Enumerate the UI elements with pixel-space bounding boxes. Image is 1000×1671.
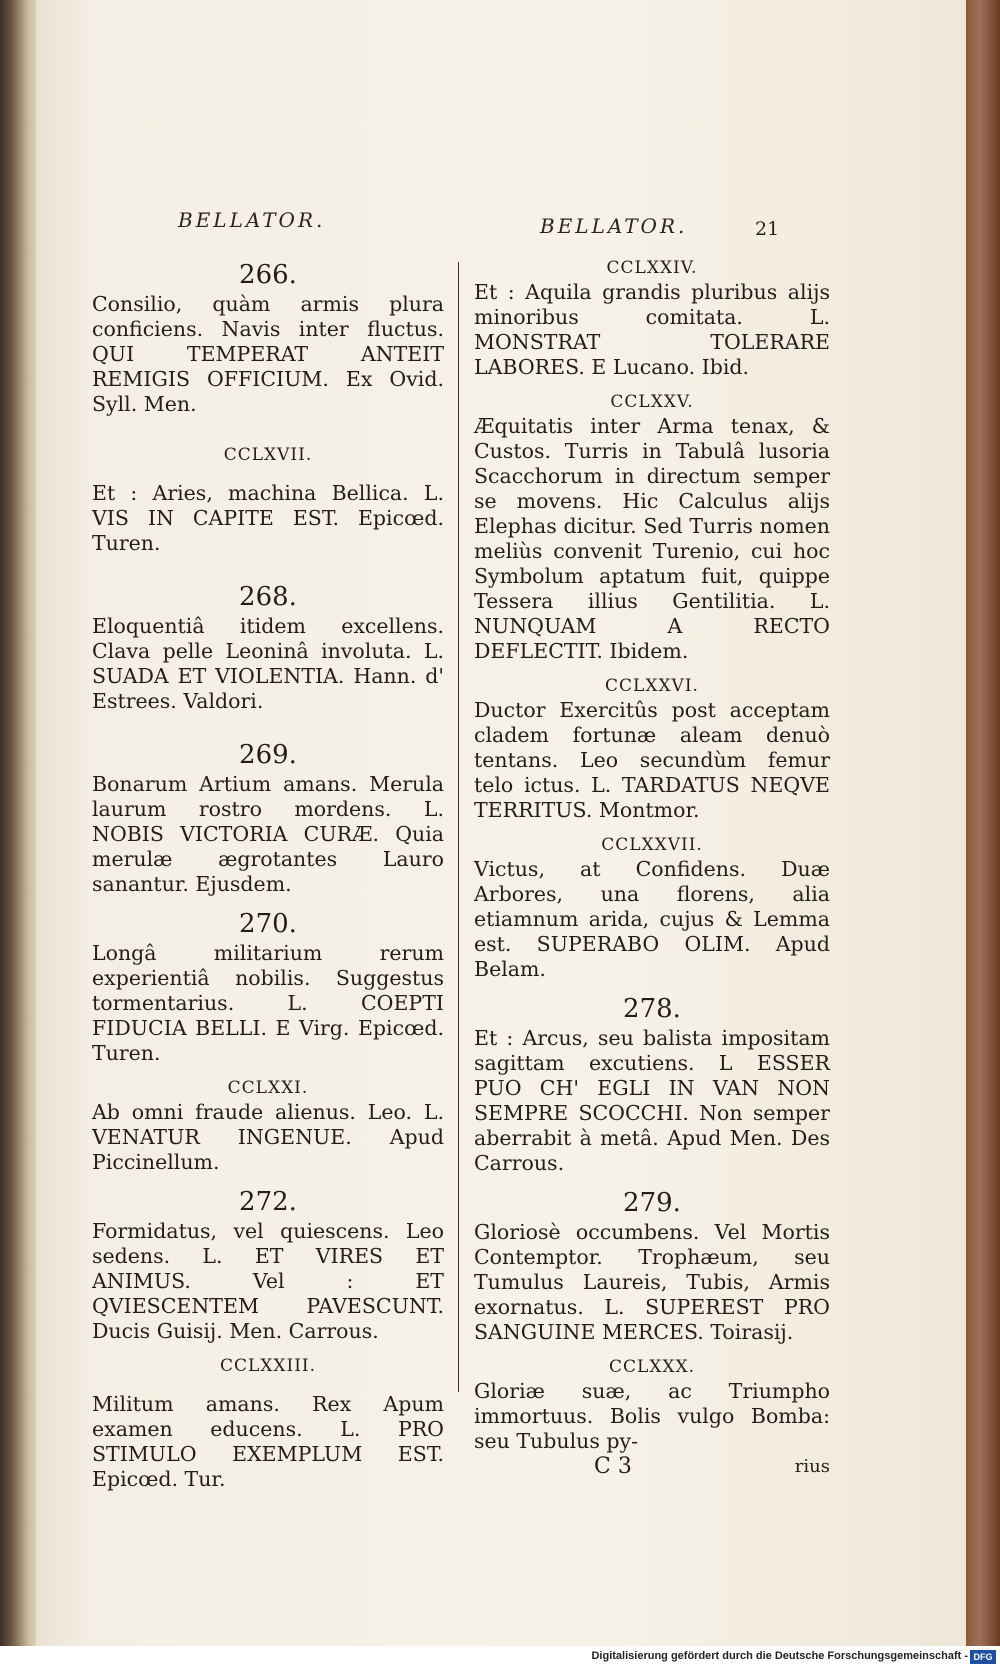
signature-mark: C 3 — [594, 1454, 632, 1479]
entry-number: 272. — [239, 1187, 297, 1217]
entry-number: CCLXXV. — [610, 392, 694, 412]
entry-text: Victus, at Confidens. Duæ Arbores, una florens, alia etiamnum arida, cujus & Lemma est. SUPERABO OLIM. Apud Belam. — [474, 857, 830, 981]
entry-text: Militum amans. Rex Apum examen educens. L. PRO STIMULO EXEMPLUM EST. Epicœd. Tur. — [92, 1392, 444, 1491]
entry-number: CCLXXIII. — [219, 1356, 317, 1376]
entry-number: CCLXVII. — [223, 445, 313, 465]
entry-text: Gloriæ suæ, ac Triumpho immortuus. Bolis vulgo Bomba: seu Tubulus py- — [474, 1379, 830, 1453]
entry-number: CCLXXVI. — [605, 676, 699, 696]
entry-number: CCLXXI. — [227, 1078, 309, 1098]
entry-text: Et : Aquila grandis pluribus alijs minoribus comitata. L. MONSTRAT TOLERARE LABORES. E Lucano. Ibid. — [474, 280, 830, 379]
footer-credit: Digitalisierung gefördert durch die Deutsche Forschungsgemeinschaft - — [591, 1650, 968, 1662]
catchword: rius — [794, 1456, 830, 1477]
entry-number: CCLXXIV. — [606, 258, 698, 278]
entry-number: CCLXXVII. — [601, 835, 703, 855]
page-edge-right — [966, 0, 1000, 1646]
entry-text: Consilio, quàm armis plura conficiens. Navis inter fluctus. QUI TEMPERAT ANTEIT REMIGIS OFFICIUM. Ex Ovid. Syll. Men. — [92, 292, 444, 416]
entry-text: Et : Arcus, seu balista impositam sagittam excutiens. L ESSER PUO CH' EGLI IN VAN NON SEMPRE SCOCCHI. Non semper aberrabit à metâ. Apud Men. Des Carrous. — [474, 1026, 830, 1175]
page-number: 21 — [755, 218, 780, 240]
entry-number: 268. — [239, 582, 297, 612]
footer-bar — [0, 1646, 1000, 1671]
dfg-logo: DFG — [970, 1650, 996, 1664]
entry-text: Formidatus, vel quiescens. Leo sedens. L. ET VIRES ET ANIMUS. Vel : ET QVIESCENTEM PAVESCUNT. Ducis Guisij. Men. Carrous. — [92, 1219, 444, 1343]
running-head-right: BELLATOR. — [540, 214, 688, 238]
entry-number: 278. — [623, 994, 681, 1024]
entry-number: CCLXXX. — [608, 1357, 695, 1377]
running-head-left: BELLATOR. — [178, 208, 326, 232]
right-column — [474, 256, 830, 1480]
entry-text: Et : Aries, machina Bellica. L. VIS IN CAPITE EST. Epicœd. Turen. — [92, 481, 444, 555]
entry-text: Ductor Exercitûs post acceptam cladem fortunæ aleam denuò tentans. Leo secundùm femur telo ictus. L. TARDATUS NEQVE TERRITUS. Montmor. — [474, 698, 830, 822]
entry-number: 266. — [239, 260, 297, 290]
entry-text: Gloriosè occumbens. Vel Mortis Contemptor. Trophæum, seu Tumulus Laureis, Tubis, Armis exornatus. L. SUPEREST PRO SANGUINE MERCES. Toirasij. — [474, 1220, 830, 1344]
left-column — [92, 258, 444, 1502]
entry-text: Eloquentiâ itidem excellens. Clava pelle Leoninâ involuta. L. SUADA ET VIOLENTIA. Hann. d' Estrees. Valdori. — [92, 614, 444, 713]
entry-number: 279. — [623, 1188, 681, 1218]
entry-text: Æquitatis inter Arma tenax, & Custos. Turris in Tabulâ lusoria Scacchorum in directum semper se movens. Hic Calculus alijs Elephas dicitur. Sed Turris nomen meliùs convenit Turenio, cui hoc Symbolum aptatum fuit, quippe Tessera illius Gentilitia. L. NUNQUAM A RECTO DEFLECTIT. Ibidem. — [474, 414, 830, 663]
entry-text: Bonarum Artium amans. Merula laurum rostro mordens. L. NOBIS VICTORIA CURÆ. Quia merulæ ægrotantes Lauro sanantur. Ejusdem. — [92, 772, 444, 896]
left-page-edge — [0, 0, 40, 1646]
column-divider — [458, 262, 459, 1392]
entry-text: Ab omni fraude alienus. Leo. L. VENATUR INGENUE. Apud Piccinellum. — [92, 1100, 444, 1174]
entry-number: 270. — [239, 909, 297, 939]
entry-text: Longâ militarium rerum experientiâ nobilis. Suggestus tormentarius. L. COEPTI FIDUCIA BELLI. E Virg. Epicœd. Turen. — [92, 941, 444, 1065]
entry-number: 269. — [239, 740, 297, 770]
